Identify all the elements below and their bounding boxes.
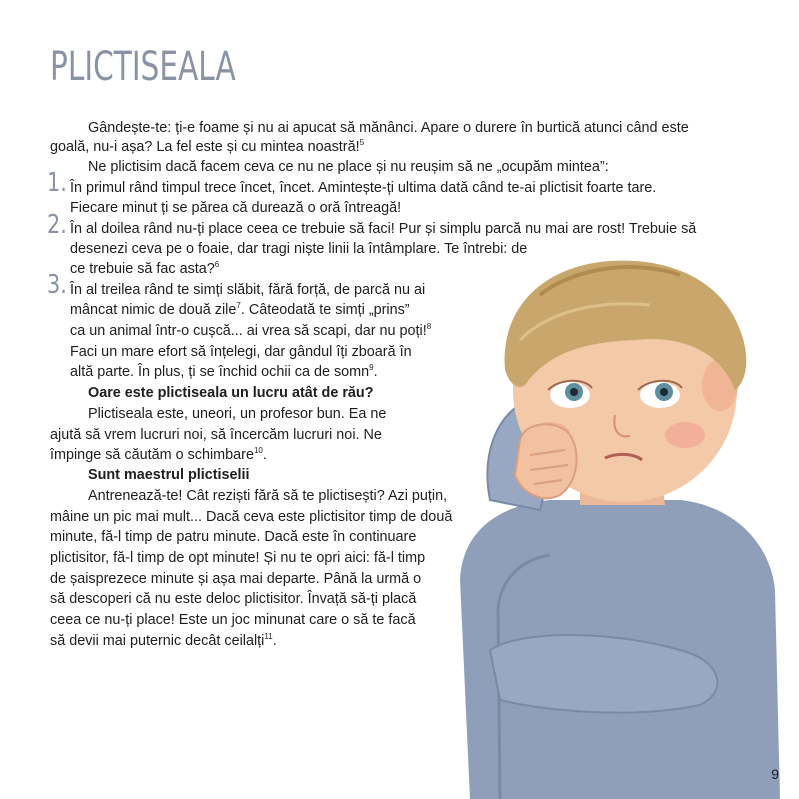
footnote-ref: 6 (214, 260, 220, 270)
footnote-ref: 7 (236, 301, 241, 311)
page-number: 9 (771, 766, 779, 782)
item-3-line-4: Faci un mare efort să înțelegi, dar gândul îți zboară în (70, 344, 412, 360)
item-3-line-1: În al treilea rând te simți slăbit, fără forță, de parcă nu ai (70, 282, 426, 298)
item-1-line-2: Fiecare minut ți se părea că durează o oră întreagă! (70, 200, 402, 216)
item-3-line-2: mâncat nimic de două zile$^7$. Câteodată te simți „prins” (70, 301, 410, 318)
paragraph-2-line-2: ajută să vrem lucruri noi, să încercăm lucruri noi. Ne (50, 427, 382, 443)
intro-line: Ne plictisim dacă facem ceva ce nu ne place și nu reușim să ne „ocupăm mintea”: (88, 159, 609, 175)
item-2-line-3: ce trebuie să fac asta?$^6$ (70, 260, 220, 277)
paragraph-3-line-8: să devii mai puternic decât ceilalți$^{11}$. (50, 632, 277, 649)
paragraph-2-line-3: împinge să căutăm o schimbare$^{10}$. (50, 446, 267, 463)
paragraph-1-line-1: Gândește-te: ți-e foame și nu ai apucat să mănânci. Apare o durere în burtică atunci când este (88, 120, 689, 136)
footnote-ref: 9 (369, 363, 374, 373)
paragraph-2-line-1: Plictiseala este, uneori, un profesor bun. Ea ne (88, 406, 387, 422)
page-title: PLICTISEALA (50, 44, 236, 90)
paragraph-3-line-2: mâine un pic mai mult... Dacă ceva este plictisitor timp de două (50, 509, 453, 525)
paragraph-3-line-6: să descoperi că nu este deloc plictisitor. Învață să-ți placă (50, 591, 417, 607)
item-1-line-1: În primul rând timpul trece încet, încet. Amintește-ți ultima dată când te-ai plictisit foarte tare. (70, 180, 657, 196)
footnote-ref: 8 (426, 322, 432, 332)
footnote-ref: 10 (253, 446, 263, 456)
footnote-ref: 5 (359, 138, 365, 148)
item-3-line-5: altă parte. În plus, ți se închid ochii ca de somn$^9$. (70, 363, 378, 380)
section-heading-1: Oare este plictiseala un lucru atât de rău? (88, 385, 374, 401)
hand (515, 424, 577, 498)
section-heading-2: Sunt maestrul plictiselii (88, 467, 250, 483)
list-number-1: 1. (47, 168, 67, 198)
item-2-line-1: În al doilea rând nu-ți place ceea ce trebuie să faci! Pur și simplu parcă nu mai are rost! Trebuie să (70, 221, 697, 237)
paragraph-3-line-4: plictisitor, fă-l timp de opt minute! Și nu te opri aici: fă-l timp (50, 550, 426, 566)
paragraph-1-line-2: goală, nu-i așa? La fel este și cu mintea noastră!$^5$ (50, 138, 365, 155)
bored-boy-illustration (430, 250, 799, 799)
footnote-ref: 11 (264, 632, 273, 642)
paragraph-3-line-7: ceea ce nu-ți place! Este un joc minunat care o să te facă (50, 612, 416, 628)
paragraph-3-line-1: Antrenează-te! Cât reziști fără să te plictisești? Azi puțin, (88, 488, 448, 504)
paragraph-3-line-5: de șaisprezece minute și așa mai departe. Până la urmă o (50, 571, 422, 587)
item-3-line-3: ca un animal într-o cușcă... ai vrea să scapi, dar nu poți!$^8$ (70, 322, 432, 339)
list-number-2: 2. (47, 210, 67, 240)
paragraph-3-line-3: minute, fă-l timp de patru minute. Dacă este în continuare (50, 529, 417, 545)
list-number-3: 3. (47, 270, 67, 300)
item-2-line-2: desenezi ceva pe o foaie, dar tragi niște linii la întâmplare. Te întrebi: de (70, 241, 528, 257)
